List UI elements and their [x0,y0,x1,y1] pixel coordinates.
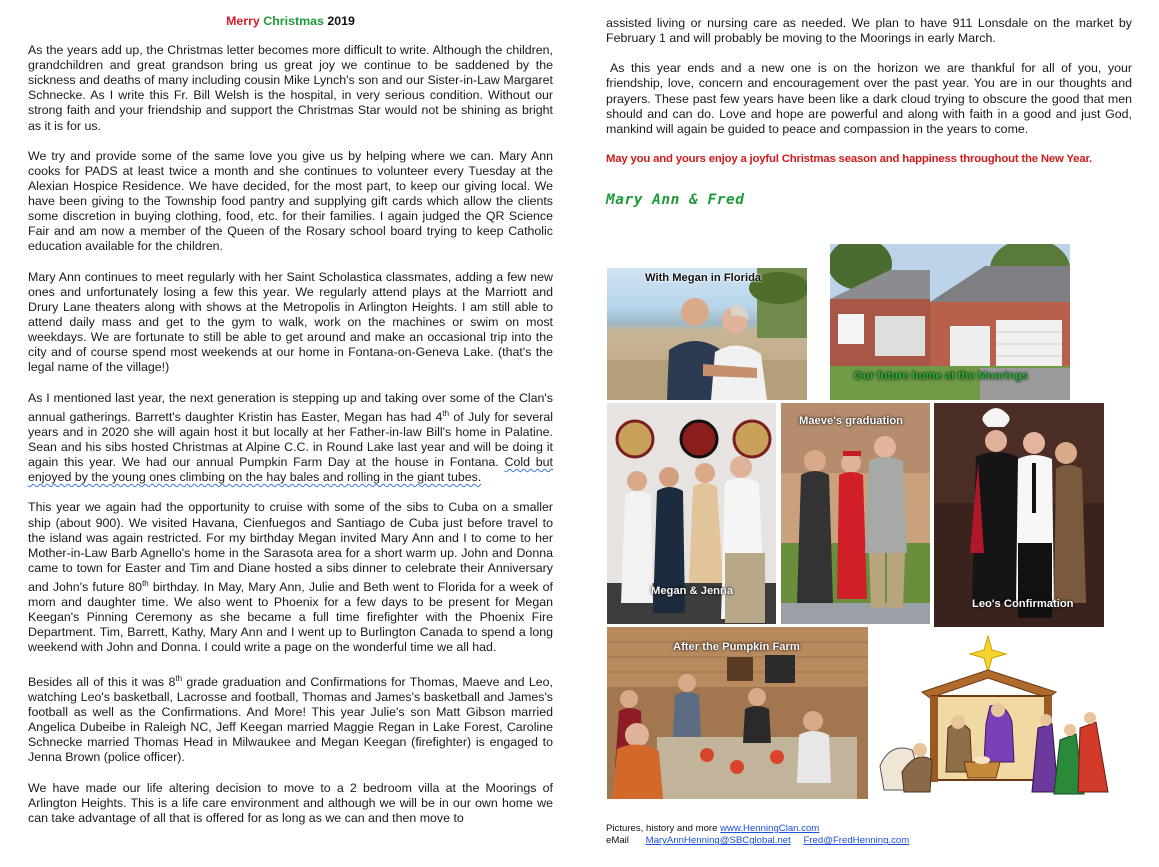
paragraph-3: Mary Ann continues to meet regularly with her Saint Scholastica classmates, adding a few new ones and unfortunately losing a few this year. We regularly attend plays at the Marriott and Drury Lane theaters along with shows at the Metropolis in Arlington Heights. I am still able to attend daily mass and get to the gym to walk, work on the machines or swim on most weekdays. We are fortunate to still be able to get around and make an occasional trip into the city and of course spend most weekends at our home in Fontana-on-Geneva Lake. (that's the legal name of the village!) [28,269,553,375]
paragraph-5: This year we again had the opportunity to cruise with some of the sibs to Cuba on a smaller ship (about 900). We visited Havana, Cienfuegos and Santiago de Cuba just before travel to the island was again restricted. For my birthday Megan invited Mary Ann and I to come to her Mother-in-Law Barb Agnello's home in the Sarasota area for a short warm up. John and Donna came to town for Easter and Tim and Diane hosted a sibs dinner to celebrate their Anniversary and John's future 80th birthday. In May, Mary Ann, Julie and Beth went to Florida for a week of mom and daughter time. We also went to Phoenix for a few days to be present for Megan Keegan's Pinning Ceremony as she became a full time firefighter with the Phoenix Fire Department. Tim, Barrett, Kathy, Mary Ann and I went up to Burlington Canada to spend a long weekend with John and Donna. I could write a page on the wonderful time we all had. [28,500,553,655]
signature: Mary Ann & Fred [606,192,745,209]
email-label: eMail [606,835,629,847]
leo-confirmation-illustration [934,403,1104,627]
title-christmas: Christmas [263,14,324,28]
letter-right-column [606,16,1132,208]
photo-pumpkin-farm [607,627,868,799]
paragraph-8: assisted living or nursing care as needed. We plan to have 911 Lonsdale on the market by February 1 and will probably be moving to the Moorings in early March. [606,16,1132,46]
photo-florida [607,268,807,400]
holiday-wish: May you and yours enjoy a joyful Christmas season and happiness throughout the New Year. [606,153,1093,166]
footer-contact [606,823,919,847]
letter-title [28,14,553,29]
website-link[interactable]: www.HenningClan.com [720,823,820,834]
caption-maeve-graduation: Maeve's graduation [799,415,903,427]
nativity-clipart [872,632,1122,800]
maeve-graduation-illustration [781,403,930,624]
title-year: 2019 [327,14,355,28]
email-link-mary-ann[interactable]: MaryAnnHenning@SBCglobal.net [645,835,791,847]
paragraph-6: Besides all of this it was 8th grade graduation and Confirmations for Thomas, Maeve and Leo, watching Leo's basketball, Lacrosse and football, Thomas and James's basketball and James's football as well as the Confirmations. And More! This year Julie's son Matt Gibson married Angelica Dubeibe in Raleigh NC, Jeff Keegan married Maggie Regan in Lake Forest, Caroline Schnecke married Thomas Head in Milwaukee and Megan Keegan (firefighter) is engaged to Jenna Brown (police officer). [28,673,554,765]
email-link-fred[interactable]: Fred@FredHenning.com [803,835,910,847]
caption-florida: With Megan in Florida [645,272,762,284]
caption-megan-jenna: Megan & Jenna [651,585,734,597]
paragraph-2: We try and provide some of the same love you give us by helping where we can. Mary Ann cooks for PADS at least twice a month and she continues to volunteer every Tuesday at the Alexian Hospice Residence. We have decided, for the most part, to keep our giving local. We have been giving to the Township food pantry and supplying gift cards which allow the clients some discretion in buying clothing, food, etc. for their families. I again judged the QR Science Fair and am now a member of the Queen of the Rosary school board trying to keep Catholic education available for the children. [28,148,553,254]
photo-future-home [830,244,1070,400]
footer-line-2 [606,835,919,847]
florida-people-illustration [607,268,807,400]
caption-leo-confirmation: Leo's Confirmation [972,598,1074,610]
photo-megan-jenna [607,403,776,624]
letter-left-column [28,14,553,826]
footer-text: Pictures, history and more [606,823,718,834]
nativity-illustration [872,632,1122,800]
paragraph-7: We have made our life altering decision to move to a 2 bedroom villa at the Moorings of Arlington Heights. This is a life care environment and although we will be in our own home we can take advantage of all that is offered for as long as we can and then move to [28,780,553,825]
photo-leo-confirmation [934,403,1104,627]
paragraph-4: As I mentioned last year, the next generation is stepping up and taking over some of the Clan's annual gatherings. Barrett's daughter Kristin has Easter, Megan has had 4th of July for several years and in 2020 she will again host it but locally at her Father-in-law Bill's home in Palatine. Sean and his sibs hosted Christmas at Alpine C.C. in Round Lake last year and will be doing it again this year. We had our annual Pumpkin Farm Day at the house in Fontana. Cold but enjoyed by the young ones climbing on the hay bales and rolling in the giant tubes. [28,390,554,485]
paragraph-9: As this year ends and a new one is on the horizon we are thankful for all of you, your friendship, love, concern and encouragement over the past year. You are in our thoughts and prayers. These past few years have been like a dark cloud trying to obscure the good that men should and can do. Love and hope are powerful and along with faith in a good and just God, mankind will again be guided to peace and compassion in the years to come. [606,61,1132,136]
title-merry: Merry [226,14,260,28]
photo-maeve-graduation [781,403,930,624]
paragraph-1: As the years add up, the Christmas letter becomes more difficult to write. Although the children, grandchildren and great grandson bring us great joy we continue to be saddened by the sickness and deaths of many including cousin Mike Lynch's son and our Sister-in-Law Margaret Schnecke. As I write this Fr. Bill Welsh is the hospital, in very serious condition. Without our strong faith and your friendship and support the Christmas Star would not be shining as bright as it is for us. [28,43,553,133]
caption-future-home: Our future home at the Moorings [854,370,1029,382]
caption-pumpkin-farm: After the Pumpkin Farm [673,641,800,653]
footer-line-1 [606,823,919,835]
